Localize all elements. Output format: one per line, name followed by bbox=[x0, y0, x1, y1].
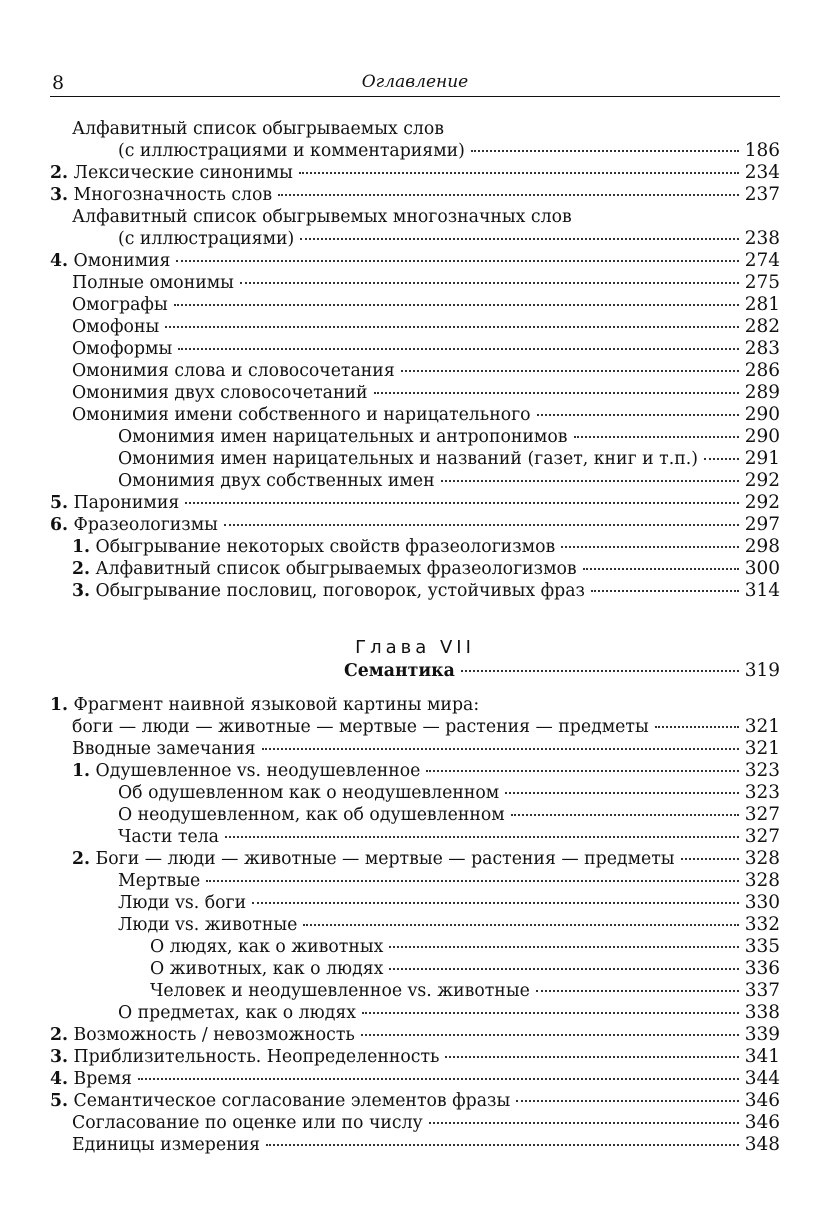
toc-entry-text bbox=[72, 272, 234, 294]
dot-leader bbox=[401, 370, 739, 372]
toc-entry bbox=[50, 338, 780, 360]
dot-leader bbox=[240, 282, 739, 284]
toc-entry-title: Возможность / невозможность bbox=[73, 1025, 355, 1045]
dot-leader bbox=[537, 414, 739, 416]
toc-entry-title: Многозначность слов bbox=[73, 185, 273, 205]
toc-entry bbox=[50, 272, 780, 294]
toc-entry-text bbox=[72, 1134, 260, 1156]
toc-entry-page: 234 bbox=[744, 162, 780, 183]
dot-leader bbox=[536, 990, 739, 992]
toc-entry-title: Омоформы bbox=[72, 339, 173, 359]
toc-entry-title: Омонимия имен нарицательных и антропонимов bbox=[118, 427, 568, 447]
toc-entry-page: 338 bbox=[744, 1002, 780, 1023]
toc-entry bbox=[50, 694, 780, 716]
toc-entry bbox=[50, 448, 780, 470]
toc-entry bbox=[50, 782, 780, 804]
dot-leader bbox=[252, 902, 739, 904]
toc-entry bbox=[50, 206, 780, 228]
toc-entry-text bbox=[118, 426, 568, 448]
dot-leader bbox=[426, 770, 738, 772]
toc-entry-title: Люди vs. животные bbox=[118, 915, 298, 935]
dot-leader bbox=[361, 1034, 739, 1036]
toc-entry-title: Алфавитный список обыгрываемых слов bbox=[72, 119, 444, 139]
dot-leader bbox=[681, 858, 739, 860]
toc-entry bbox=[50, 716, 780, 738]
toc-entry-title: Омонимия слова и словосочетания bbox=[72, 361, 395, 381]
toc-entry-page: 238 bbox=[744, 228, 780, 249]
toc-entry-title: Фразеологизмы bbox=[73, 515, 218, 535]
toc-entry bbox=[50, 382, 780, 404]
toc-entry-title: Об одушевленном как о неодушевленном bbox=[118, 783, 500, 803]
toc-entry bbox=[50, 360, 780, 382]
toc-entry-page: 337 bbox=[744, 980, 780, 1001]
dot-leader bbox=[704, 458, 739, 460]
toc-entry bbox=[50, 162, 780, 184]
toc-entry-text bbox=[50, 162, 293, 184]
dot-leader bbox=[185, 502, 738, 504]
toc-entry-text bbox=[72, 316, 159, 338]
toc-entry bbox=[50, 118, 780, 140]
toc-entry-title: Мертвые bbox=[118, 871, 201, 891]
toc-entry-number: 3. bbox=[50, 1047, 69, 1067]
section-gap bbox=[50, 602, 780, 636]
toc-entry-page: 332 bbox=[744, 914, 780, 935]
toc-entry-text bbox=[118, 826, 219, 848]
toc-entry-page: 348 bbox=[744, 1134, 780, 1155]
toc-entry-page: 275 bbox=[744, 272, 780, 293]
toc-entry-text bbox=[118, 448, 698, 470]
toc-entry bbox=[50, 228, 780, 250]
toc-entry-page: 344 bbox=[744, 1068, 780, 1089]
dot-leader bbox=[206, 880, 738, 882]
toc-entry-number: 3. bbox=[50, 185, 69, 205]
toc-entry-text bbox=[72, 118, 444, 140]
toc-entry-page: 346 bbox=[744, 1090, 780, 1111]
toc-entry-text bbox=[72, 580, 585, 602]
toc-entry-number: 5. bbox=[50, 1091, 69, 1111]
toc-entry-text bbox=[72, 382, 368, 404]
toc-entry-title: Алфавитный список обыгрывемых многозначных слов bbox=[72, 207, 572, 227]
toc-entry-text bbox=[118, 804, 505, 826]
toc-entry-page: 297 bbox=[744, 514, 780, 535]
toc-entry-page: 282 bbox=[744, 316, 780, 337]
toc-entry bbox=[50, 760, 780, 782]
toc-entry-page: 286 bbox=[744, 360, 780, 381]
dot-leader bbox=[655, 726, 739, 728]
toc-entry bbox=[50, 914, 780, 936]
toc-entry bbox=[50, 492, 780, 514]
chapter-label: Глава VII bbox=[355, 637, 475, 658]
toc-entry-text bbox=[50, 1024, 355, 1046]
dot-leader bbox=[561, 546, 738, 548]
dot-leader bbox=[266, 1144, 739, 1146]
dot-leader bbox=[278, 194, 739, 196]
toc-entry-text bbox=[72, 848, 675, 870]
dot-leader bbox=[178, 348, 738, 350]
toc-entry-text bbox=[118, 782, 499, 804]
toc-entry-page: 335 bbox=[744, 936, 780, 957]
toc-entry-text bbox=[118, 870, 200, 892]
toc-entry-page: 330 bbox=[744, 892, 780, 913]
toc-entry-text bbox=[118, 140, 465, 162]
toc-entry-number: 1. bbox=[72, 761, 91, 781]
toc-entry bbox=[50, 958, 780, 980]
toc-entry-page: 327 bbox=[744, 804, 780, 825]
toc-entry-number: 5. bbox=[50, 493, 69, 513]
toc-entry-title: (с иллюстрациями) bbox=[118, 229, 295, 249]
toc-entry-number: 2. bbox=[50, 1025, 69, 1045]
page-number: 8 bbox=[52, 72, 65, 94]
toc-entry bbox=[50, 470, 780, 492]
dot-leader bbox=[591, 590, 739, 592]
toc-entry-page: 298 bbox=[744, 536, 780, 557]
toc-entry-number: 2. bbox=[50, 163, 69, 183]
toc-entry bbox=[50, 404, 780, 426]
toc-entry-text bbox=[72, 294, 168, 316]
toc-entry-title: Боги — люди — животные — мертвые — растения — предметы bbox=[95, 849, 675, 869]
dot-leader bbox=[300, 238, 738, 240]
toc-entry-page: 237 bbox=[744, 184, 780, 205]
toc-entry bbox=[50, 294, 780, 316]
toc-entry-text bbox=[72, 360, 395, 382]
toc-entry-text bbox=[50, 184, 272, 206]
toc-entry bbox=[50, 1134, 780, 1156]
toc-entry bbox=[50, 848, 780, 870]
toc-entry-title: Омонимия имени собственного и нарицательного bbox=[72, 405, 531, 425]
toc-entry-text bbox=[50, 250, 170, 272]
chapter-page: 319 bbox=[744, 660, 780, 681]
toc-entry-title: Части тела bbox=[118, 827, 219, 847]
dot-leader bbox=[389, 946, 738, 948]
dot-leader bbox=[299, 172, 739, 174]
toc-entry-title: (с иллюстрациями и комментариями) bbox=[118, 141, 465, 161]
toc-entry-title: Обыгрывание пословиц, поговорок, устойчивых фраз bbox=[95, 581, 585, 601]
toc-entry-page: 328 bbox=[744, 848, 780, 869]
toc-entry-title: Омофоны bbox=[72, 317, 160, 337]
toc-entry bbox=[50, 536, 780, 558]
toc-entry bbox=[50, 870, 780, 892]
toc-entry-page: 341 bbox=[744, 1046, 780, 1067]
toc-section-bottom bbox=[50, 694, 780, 1156]
toc-entry-page: 327 bbox=[744, 826, 780, 847]
toc-entry-page: 321 bbox=[744, 738, 780, 759]
toc-entry-text bbox=[50, 1046, 439, 1068]
toc-entry-number: 6. bbox=[50, 515, 69, 535]
toc-entry-title: Омонимия bbox=[73, 251, 171, 271]
toc-entry-page: 323 bbox=[744, 760, 780, 781]
dot-leader bbox=[224, 524, 739, 526]
toc-entry-text bbox=[72, 206, 572, 228]
toc-entry-title: Лексические синонимы bbox=[73, 163, 293, 183]
toc-entry-page: 291 bbox=[744, 448, 780, 469]
dot-leader bbox=[176, 260, 738, 262]
toc-entry-page: 281 bbox=[744, 294, 780, 315]
toc-entry-title: Приблизительность. Неопределенность bbox=[73, 1047, 440, 1067]
dot-leader bbox=[516, 1100, 738, 1102]
toc-entry bbox=[50, 1024, 780, 1046]
toc-entry bbox=[50, 140, 780, 162]
toc-entry-text bbox=[72, 558, 577, 580]
toc-entry bbox=[50, 184, 780, 206]
toc-entry bbox=[50, 426, 780, 448]
toc-entry-page: 339 bbox=[744, 1024, 780, 1045]
toc-entry-number: 2. bbox=[72, 559, 91, 579]
toc-entry-page: 186 bbox=[744, 140, 780, 161]
toc-entry-text bbox=[50, 694, 479, 716]
toc-entry bbox=[50, 580, 780, 602]
toc-entry bbox=[50, 804, 780, 826]
toc-entry-page: 290 bbox=[744, 426, 780, 447]
dot-leader bbox=[225, 836, 739, 838]
toc-entry-title: Человек и неодушевленное vs. животные bbox=[150, 981, 530, 1001]
toc-entry-page: 336 bbox=[744, 958, 780, 979]
toc-entry-title: Семантическое согласование элементов фразы bbox=[73, 1091, 511, 1111]
toc-entry-title: Полные омонимы bbox=[72, 273, 234, 293]
toc-entry-page: 292 bbox=[744, 470, 780, 491]
toc-entry-title: Омонимия двух словосочетаний bbox=[72, 383, 368, 403]
toc-entry-title: О людях, как о животных bbox=[150, 937, 384, 957]
dot-leader bbox=[429, 1122, 739, 1124]
toc-entry-number: 1. bbox=[50, 695, 69, 715]
dot-leader bbox=[138, 1078, 739, 1080]
dot-leader bbox=[574, 436, 739, 438]
toc-entry-title: Вводные замечания bbox=[72, 739, 256, 759]
toc-entry-text bbox=[118, 892, 246, 914]
toc-entry-text bbox=[150, 980, 530, 1002]
toc-entry bbox=[50, 514, 780, 536]
toc-entry-text bbox=[72, 716, 649, 738]
toc-entry bbox=[50, 892, 780, 914]
toc-entry-page: 283 bbox=[744, 338, 780, 359]
toc-entry bbox=[50, 558, 780, 580]
dot-leader bbox=[165, 326, 738, 328]
dot-leader bbox=[389, 968, 738, 970]
dot-leader bbox=[303, 924, 738, 926]
toc-entry-number: 3. bbox=[72, 581, 91, 601]
toc-entry-number: 1. bbox=[72, 537, 91, 557]
toc-entry-title: Омонимия двух собственных имен bbox=[118, 471, 435, 491]
toc-entry-page: 328 bbox=[744, 870, 780, 891]
dot-leader bbox=[511, 814, 739, 816]
dot-leader bbox=[471, 150, 739, 152]
toc-entry-number: 2. bbox=[72, 849, 91, 869]
toc-entry-text bbox=[118, 1002, 356, 1024]
toc-entry bbox=[50, 316, 780, 338]
toc-entry-page: 314 bbox=[744, 580, 780, 601]
running-title: Оглавление bbox=[361, 72, 469, 92]
toc-entry bbox=[50, 1090, 780, 1112]
toc-entry-text bbox=[118, 914, 297, 936]
toc-entry-text bbox=[50, 1090, 510, 1112]
toc-entry-page: 289 bbox=[744, 382, 780, 403]
toc-entry-number: 4. bbox=[50, 1069, 69, 1089]
toc-entry-text bbox=[50, 492, 179, 514]
toc-entry-text bbox=[50, 1068, 132, 1090]
toc-entry-title: О предметах, как о людях bbox=[118, 1003, 356, 1023]
toc-entry bbox=[50, 1068, 780, 1090]
toc-entry-text bbox=[72, 738, 256, 760]
toc-entry bbox=[50, 826, 780, 848]
toc-entry-text bbox=[72, 1112, 423, 1134]
toc-entry-page: 323 bbox=[744, 782, 780, 803]
toc-entry-title: Омонимия имен нарицательных и названий (газет, книг и т.п.) bbox=[118, 449, 698, 469]
toc-entry bbox=[50, 1112, 780, 1134]
page-header bbox=[50, 70, 780, 97]
toc-entry-title: Омографы bbox=[72, 295, 168, 315]
toc-entry bbox=[50, 738, 780, 760]
toc-entry bbox=[50, 980, 780, 1002]
toc-entry-text bbox=[150, 936, 383, 958]
toc-entry-title: Обыгрывание некоторых свойств фразеологизмов bbox=[95, 537, 556, 557]
chapter-title: Семантика bbox=[344, 661, 455, 681]
toc-entry-page: 300 bbox=[744, 558, 780, 579]
toc-entry-title: Одушевленное vs. неодушевленное bbox=[95, 761, 421, 781]
toc-entry-title: Согласование по оценке или по числу bbox=[72, 1113, 423, 1133]
toc-entry-text bbox=[72, 404, 531, 426]
toc-entry-page: 290 bbox=[744, 404, 780, 425]
toc-entry-title: боги — люди — животные — мертвые — растения — предметы bbox=[72, 717, 649, 737]
toc-entry-title: Единицы измерения bbox=[72, 1135, 261, 1155]
toc-entry-title: Фрагмент наивной языковой картины мира: bbox=[73, 695, 480, 715]
toc-entry-text bbox=[72, 536, 555, 558]
table-of-contents bbox=[50, 118, 780, 1156]
toc-entry-page: 346 bbox=[744, 1112, 780, 1133]
toc-entry-title: О неодушевленном, как об одушевленном bbox=[118, 805, 505, 825]
toc-section-top bbox=[50, 118, 780, 602]
dot-leader bbox=[174, 304, 739, 306]
toc-entry-title: Люди vs. боги bbox=[118, 893, 247, 913]
toc-entry bbox=[50, 250, 780, 272]
toc-entry-text bbox=[50, 514, 218, 536]
toc-entry-text bbox=[72, 760, 420, 782]
toc-entry-text bbox=[118, 470, 435, 492]
toc-entry-number: 4. bbox=[50, 251, 69, 271]
toc-entry-page: 274 bbox=[744, 250, 780, 271]
dot-leader bbox=[362, 1012, 739, 1014]
dot-leader bbox=[445, 1056, 738, 1058]
dot-leader bbox=[441, 480, 739, 482]
chapter-title-line bbox=[50, 660, 780, 682]
toc-entry bbox=[50, 1002, 780, 1024]
toc-entry-title: О животных, как о людях bbox=[150, 959, 384, 979]
toc-entry-text bbox=[72, 338, 172, 360]
section-gap bbox=[50, 682, 780, 694]
dot-leader bbox=[374, 392, 739, 394]
dot-leader bbox=[262, 748, 739, 750]
dot-leader bbox=[461, 670, 739, 672]
toc-entry bbox=[50, 936, 780, 958]
toc-entry-title: Время bbox=[73, 1069, 132, 1089]
toc-entry-text bbox=[118, 228, 294, 250]
toc-entry-text bbox=[150, 958, 383, 980]
toc-entry bbox=[50, 1046, 780, 1068]
toc-entry-title: Алфавитный список обыгрываемых фразеологизмов bbox=[95, 559, 577, 579]
toc-entry-page: 321 bbox=[744, 716, 780, 737]
dot-leader bbox=[583, 568, 739, 570]
dot-leader bbox=[505, 792, 738, 794]
toc-entry-title: Паронимия bbox=[73, 493, 180, 513]
toc-entry-page: 292 bbox=[744, 492, 780, 513]
